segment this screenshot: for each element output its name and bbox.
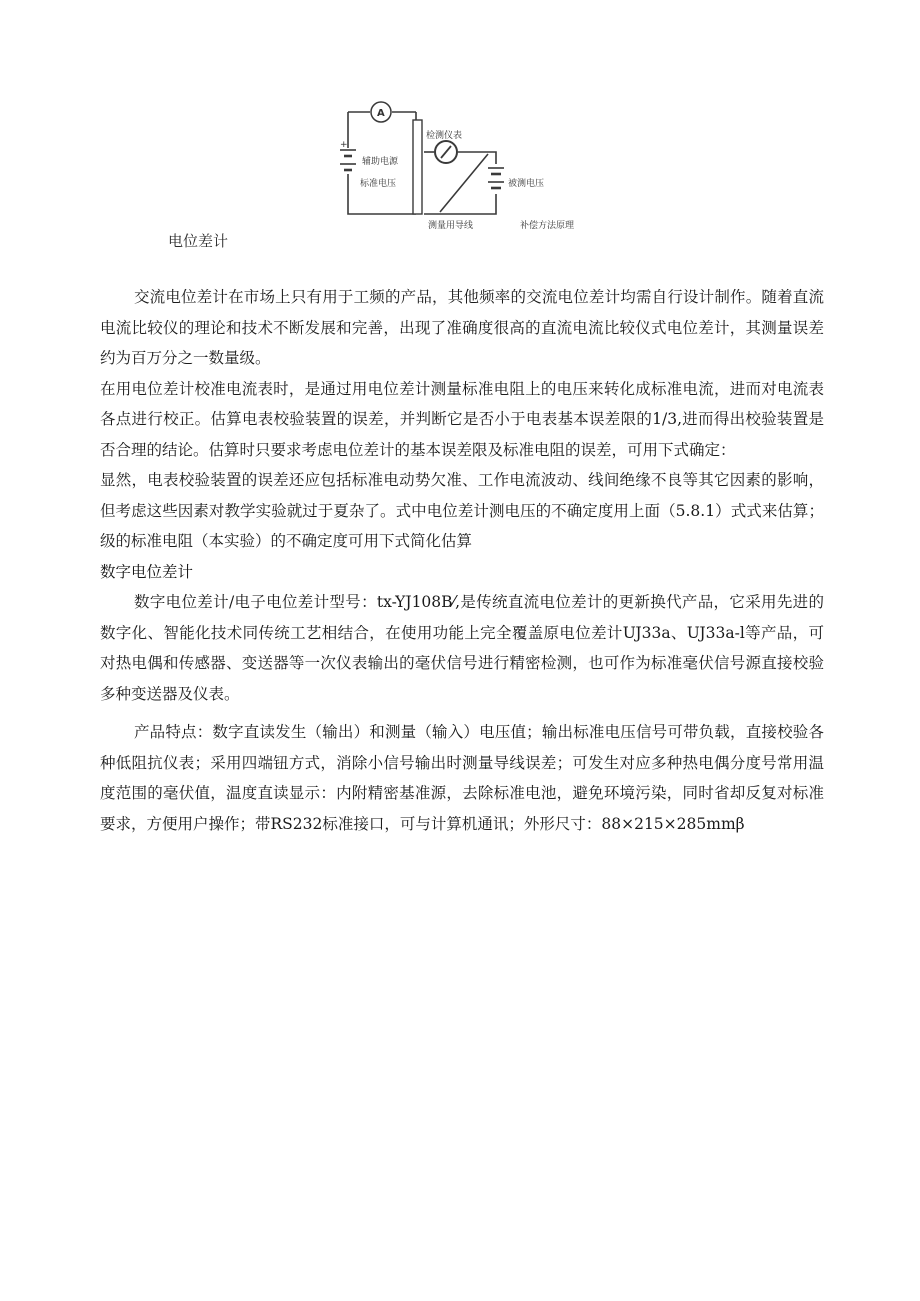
figure-caption: 电位差计 [168,232,229,250]
measured-voltage-label: 被测电压 [508,179,545,189]
aux-battery-icon [340,150,356,170]
measuring-leads-label: 测量用导线 [428,221,474,231]
circuit-svg [336,94,600,234]
wire-meter-right [458,152,496,164]
aux-battery-plus: + [340,140,348,150]
aux-supply-label: 辅助电源 [362,157,399,167]
galvanometer-label: 检测仪表 [426,131,463,141]
section-heading-digital-potentiometer: 数字电位差计 [100,562,194,581]
wire-bottom-right [424,194,496,214]
measured-battery-icon [488,168,504,188]
paragraph-ammeter-calibration: 在用电位差计校准电流表时，是通过用电位差计测量标准电阻上的电压来转化成标准电流，进而对电流表各点进行校正。估算电表校验装置的误差，并判断它是否小于电表基本误差限的1/3,进而得出校验装置是否合理的结论。估算时只要求考虑电位差计的基本误差限及标准电阻的误差，可用下式确定： [100,379,824,459]
paragraph-digital-model: 数字电位差计/电子电位差计型号：tx-YJ108B⁄,是传统直流电位差计的更新换代产品，它采用先进的数字化、智能化技术同传统工艺相结合，在使用功能上完全覆盖原电位差计UJ33a、UJ33a-l等产品，可对热电偶和传感器、变送器等一次仪表输出的毫伏信号进行精密检测，也可作为标准毫伏信号源直接校验多种变送器及仪表。 [100,593,824,703]
compensation-principle-label: 补偿方法原理 [520,221,575,231]
paragraph-error-factors: 显然，电表校验装置的误差还应包括标准电动势欠准、工作电流波动、线间绝缘不良等其它因素的影响，但考虑这些因素对教学实验就过于夏杂了。式中电位差计测电压的不确定度用上面（5.8.1）式式来估算；级的标准电阻（本实验）的不确定度可用下式简化估算 [100,471,824,550]
ammeter-symbol: A [377,108,385,119]
potentiometer-circuit-diagram [336,94,600,234]
standard-resistor [413,120,422,214]
paragraph-ac-potentiometer: 交流电位差计在市场上只有用于工频的产品，其他频率的交流电位差计均需自行设计制作。随着直流电流比较仪的理论和技术不断发展和完善，出现了准确度很高的直流电流比较仪式电位差计，其测量误差约为百万分之一数量级。 [100,288,824,367]
document-body [100,282,824,839]
standard-voltage-label: 标准电压 [360,179,397,189]
paragraph-product-features: 产品特点：数字直读发生（输出）和测量（输入）电压值；输出标准电压信号可带负载，直接校验各种低阻抗仪表；采用四端钮方式，消除小信号输出时测量导线误差；可发生对应多种热电偶分度号常用温度范围的毫伏值，温度直读显示：内附精密基准源，去除标准电池，避免环境污染，同时省却反复对标准要求，方便用户操作；带RS232标准接口，可与计算机通讯；外形尺寸：88×215×285mmβ [100,723,824,833]
